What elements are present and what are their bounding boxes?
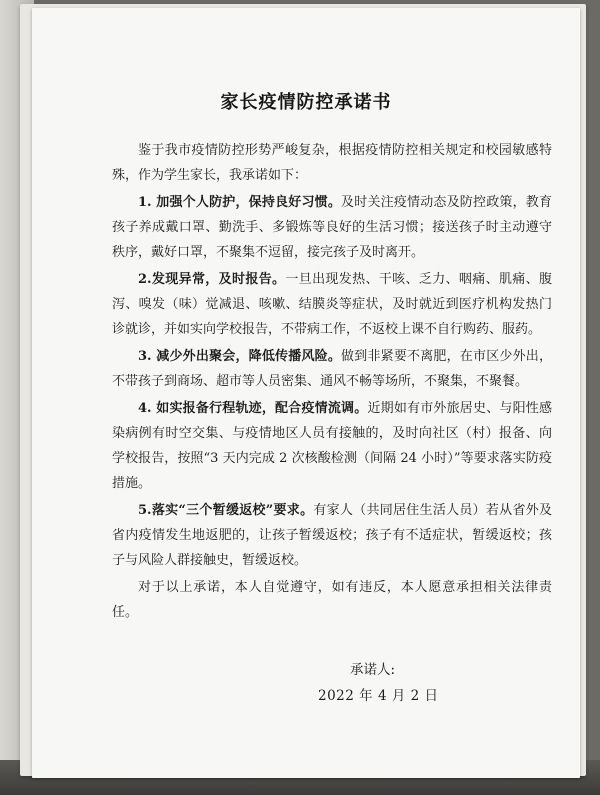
item-text: 一旦出现发热、干咳、乏力、咽痛、肌痛、腹泻、嗅发（味）觉减退、咳嗽、结膜炎等症状，及时就近到医疗机构发热门诊就诊，并如实向学校报告，不带病工作，不返校上课不自行购药、服药。 <box>112 272 552 337</box>
item-text: 有家人（共同居住生活人员）若从省外及省内疫情发生地返肥的，让孩子暂缓返校；孩子有不适症状，暂缓返校；孩子与风险人群接触史，暂缓返校。 <box>112 503 552 568</box>
intro-paragraph: 鉴于我市疫情防控形势严峻复杂，根据疫情防控相关规定和校园敏感特殊，作为学生家长，我承诺如下： <box>112 143 552 183</box>
item-heading: 1. 加强个人防护，保持良好习惯。 <box>138 195 342 210</box>
commitment-item-3 <box>112 344 552 394</box>
commitment-letter-page <box>32 8 580 778</box>
document-date: 2022 年 4 月 2 日 <box>318 688 439 704</box>
item-heading: 2.发现异常，及时报告。 <box>138 272 286 287</box>
document-body <box>112 138 552 627</box>
signature-label: 承诺人: <box>350 662 396 678</box>
commitment-item-5 <box>112 498 552 573</box>
item-text: 做到非紧要不离肥，在市区少外出，不带孩子到商场、超市等人员密集、通风不畅等场所，不聚集，不聚餐。 <box>112 349 552 389</box>
commitment-item-4 <box>112 396 552 496</box>
commitment-item-1 <box>112 190 552 265</box>
closing-paragraph: 对于以上承诺，本人自觉遵守，如有违反，本人愿意承担相关法律责任。 <box>112 580 552 620</box>
document-title: 家长疫情防控承诺书 <box>220 92 392 113</box>
item-heading: 4. 如实报备行程轨迹，配合疫情流调。 <box>138 401 368 416</box>
item-text: 及时关注疫情动态及防控政策，教育孩子养成戴口罩、勤洗手、多锻炼等良好的生活习惯；接送孩子时主动遵守秩序，戴好口罩，不聚集不逗留，接完孩子及时离开。 <box>112 195 552 260</box>
item-heading: 3. 减少外出聚会，降低传播风险。 <box>138 349 342 364</box>
item-text: 近期如有市外旅居史、与阳性感染病例有时空交集、与疫情地区人员有接触的，及时向社区（村）报备、向学校报告，按照“3 天内完成 2 次核酸检测（间隔 24 小时）”等要求落实防疫措施。 <box>112 401 552 491</box>
item-heading: 5.落实“三个暂缓返校”要求。 <box>138 503 314 518</box>
commitment-item-2 <box>112 267 552 342</box>
